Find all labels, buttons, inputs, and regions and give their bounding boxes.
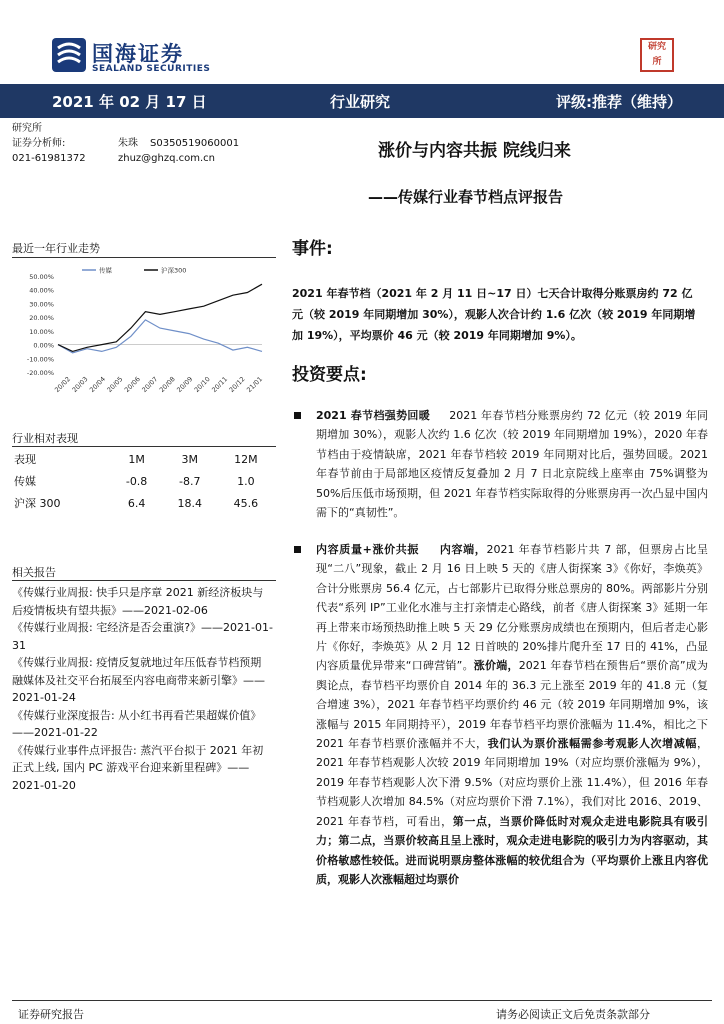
analyst-cert: S0350519060001 (150, 138, 240, 149)
table-header: 12M (234, 452, 258, 466)
report-rating: 评级:推荐（维持） (556, 93, 682, 111)
table-cell: 6.4 (127, 496, 146, 510)
x-tick-label: 20/12 (227, 375, 247, 395)
performance-table (12, 448, 274, 514)
x-tick-label: 20/02 (53, 375, 73, 395)
point-emphasis: 第一点，当票价降低时对观众走进电影院具有吸引力；第二点，当票价较高且呈上涨时，观众走进电影院的吸引力为内容驱动，其价格敏感性较低。进而说明票房整体涨幅的较优组合为（平均票价上涨且内容优质，观影人次涨幅超过均票价 (316, 814, 708, 886)
x-tick-label: 20/04 (88, 375, 107, 395)
x-tick-label: 20/05 (105, 375, 125, 395)
trend-chart (12, 262, 272, 402)
logo-english: SEALAND SECURITIES (92, 64, 211, 74)
x-tick-label: 20/06 (122, 375, 142, 395)
point-title: 内容质量+涨价共振 (316, 543, 420, 556)
point-text: 2021 年春节档在预售后“票价高”成为舆论点，春节档平均票价自 2014 年的 36.3 元上涨至 2019 年的 41.8 元（复合增速 3%），2021 年春节档平均票价约 46 元（较 2019 年同期增加 9%，该涨幅与 2015 年同期持平），2019 年春节档平均票价涨幅为 11.4%，相比之下 2021 年春节档票价涨幅并不大， (316, 659, 708, 751)
point-lead: 涨价端， (473, 659, 519, 673)
table-header-row (12, 448, 274, 470)
performance-label: 行业相对表现 (12, 432, 78, 445)
footer-left: 证券研究报告 (18, 1008, 84, 1021)
report-title: 涨价与内容共振 院线归来 (378, 141, 571, 161)
legend-label: 沪深300 (161, 266, 187, 275)
x-tick-label: 20/07 (140, 375, 160, 395)
related-report-link[interactable]: 《传媒行业深度报告: 从小红书再看芒果超媒价值》——2021-01-22 (12, 708, 262, 739)
series-line-media (58, 320, 262, 353)
table-row (12, 492, 274, 514)
y-tick-label: 0.00% (33, 341, 54, 350)
related-list (12, 584, 274, 794)
y-tick-label: 30.00% (29, 300, 54, 309)
legend-label: 传媒 (99, 266, 112, 275)
x-tick-label: 20/11 (210, 375, 230, 395)
series-line-hs300 (58, 284, 262, 351)
y-tick-label: 20.00% (29, 314, 54, 323)
footer-divider (12, 1000, 712, 1001)
table-cell: 沪深 300 (14, 497, 61, 510)
footer-disclaimer: 请务必阅读正文后免责条款部分 (496, 1008, 650, 1021)
trend-label: 最近一年行业走势 (12, 242, 100, 255)
point-text: 2021 年春节档分账票房约 72 亿元（较 2019 年同期增加 30%），观影人次约 1.6 亿次（较 2019 年同期增加 19%），2020 年春节档由于疫情缺席，2021 年春节档较 2019 年同期对比后，强势回暖。2021 年春节前由于局部地区疫情反复叠加 2 月 7 日北京院线上座率由 75%调整为 50%后压低市场预期，但 2021 年春节档实际取得的分账票房再一次凸显中国内需下的“真韧性”。 (316, 409, 708, 520)
y-tick-label: 50.00% (29, 273, 54, 281)
sealand-logo-icon (52, 38, 86, 72)
point-emphasis: 我们认为票价涨幅需参考观影人次增减幅 (487, 737, 697, 751)
point-paragraph-1 (316, 406, 708, 522)
analyst-name: 朱珠 (118, 138, 138, 149)
x-tick-label: 20/09 (175, 375, 195, 395)
table-header: 表现 (14, 453, 36, 466)
y-tick-label: 40.00% (29, 286, 54, 295)
related-label: 相关报告 (12, 566, 56, 579)
point-text: 2021 年春节档影片共 7 部，但票房占比呈现“二八”现象，截止 2 月 16 日上映 5 天的《唐人街探案 3》《你好，李焕英》合计分账票房 56.4 亿元，占七部影片已取得分账总票房的 80%。两部影片分别代表“系列 IP”工业化水准与主打亲情走心路线，前者《唐人街探案 3》延期一年再上带来市场预热助推上映 5 天 29 亿分账票房成绩也在预期内，但后者走心影片《你好，李焕英》从 2 月 12 日首映的 20%排片爬升至 17 日的 41%，凸显内容质量优异带来“口碑营销”。 (316, 543, 709, 673)
logo-chinese: 国海证券 (92, 42, 184, 66)
event-text: 2021 年春节档（2021 年 2 月 11 日~17 日）七天合计取得分账票房约 72 亿元（较 2019 年同期增加 30%），观影人次合计约 1.6 亿次（较 2019 年同期增加 19%），平均票价 46 元（较 2019 年同期增加 9%）。 (292, 287, 696, 342)
divider (12, 257, 276, 258)
point-lead: 内容端， (439, 543, 487, 556)
table-cell: -0.8 (125, 474, 148, 488)
analyst-role: 证券分析师: (12, 138, 66, 149)
related-report-link[interactable]: 《传媒行业事件点评报告: 蒸汽平台拟于 2021 年初正式上线, 国内 PC 游戏平台迎来新里程碑》——2021-01-20 (12, 743, 264, 792)
divider (12, 446, 276, 447)
y-tick-label: -20.00% (26, 369, 54, 377)
bullet-icon (294, 546, 301, 553)
research-dept: 研究所 (12, 123, 42, 134)
y-tick-label: 10.00% (29, 327, 54, 336)
y-tick-label: -10.00% (26, 355, 54, 364)
point-paragraph-2 (316, 540, 708, 889)
table-cell: 45.6 (233, 496, 259, 510)
analyst-phone: 021-61981372 (12, 153, 86, 164)
point-title: 2021 春节档强势回暖 (316, 409, 431, 422)
points-heading: 投资要点: (292, 365, 367, 385)
report-subtitle: ——传媒行业春节档点评报告 (368, 188, 564, 206)
table-header: 1M (128, 452, 145, 466)
related-report-link[interactable]: 《传媒行业周报: 快手只是序章 2021 新经济板块与后疫情板块有望共振》——2021-02-06 (12, 586, 264, 617)
table-header: 3M (181, 452, 198, 466)
x-tick-label: 20/08 (157, 375, 177, 395)
point-text: ，2021 年春节档观影人次较 2019 年同期增加 19%（对应均票价涨幅为 9%），2019 年春节档观影人次下滑 9.5%（对应均票价上涨 11.4%），但 2016 年春节档观影人次增加 84.5%（对应均票价下滑 7.1%），我们对比 2016、2019、2021 年春节档，可看出， (316, 737, 708, 828)
divider (12, 580, 276, 581)
table-row (12, 470, 274, 492)
bullet-icon (294, 412, 301, 419)
analyst-email: zhuz@ghzq.com.cn (118, 153, 216, 164)
research-seal: 研究 所 (640, 38, 674, 72)
header-banner (0, 84, 724, 118)
event-heading: 事件: (292, 239, 333, 259)
table-cell: 传媒 (14, 475, 36, 488)
table-cell: 1.0 (237, 474, 255, 488)
related-report-link[interactable]: 《传媒行业周报: 宅经济是否会重演?》——2021-01-31 (12, 621, 273, 652)
table-cell: -8.7 (179, 474, 201, 488)
report-date: 2021 年 02 月 17 日 (52, 93, 207, 111)
report-category: 行业研究 (330, 93, 391, 111)
x-tick-label: 20/03 (70, 375, 90, 395)
table-cell: 18.4 (177, 496, 202, 510)
related-report-link[interactable]: 《传媒行业周报: 疫情反复就地过年压低春节档预期 融媒体及社交平台拓展至内容电商带来新引擎》——2021-01-24 (12, 656, 265, 704)
x-tick-label: 21/01 (245, 375, 265, 395)
x-tick-label: 20/10 (192, 375, 212, 395)
